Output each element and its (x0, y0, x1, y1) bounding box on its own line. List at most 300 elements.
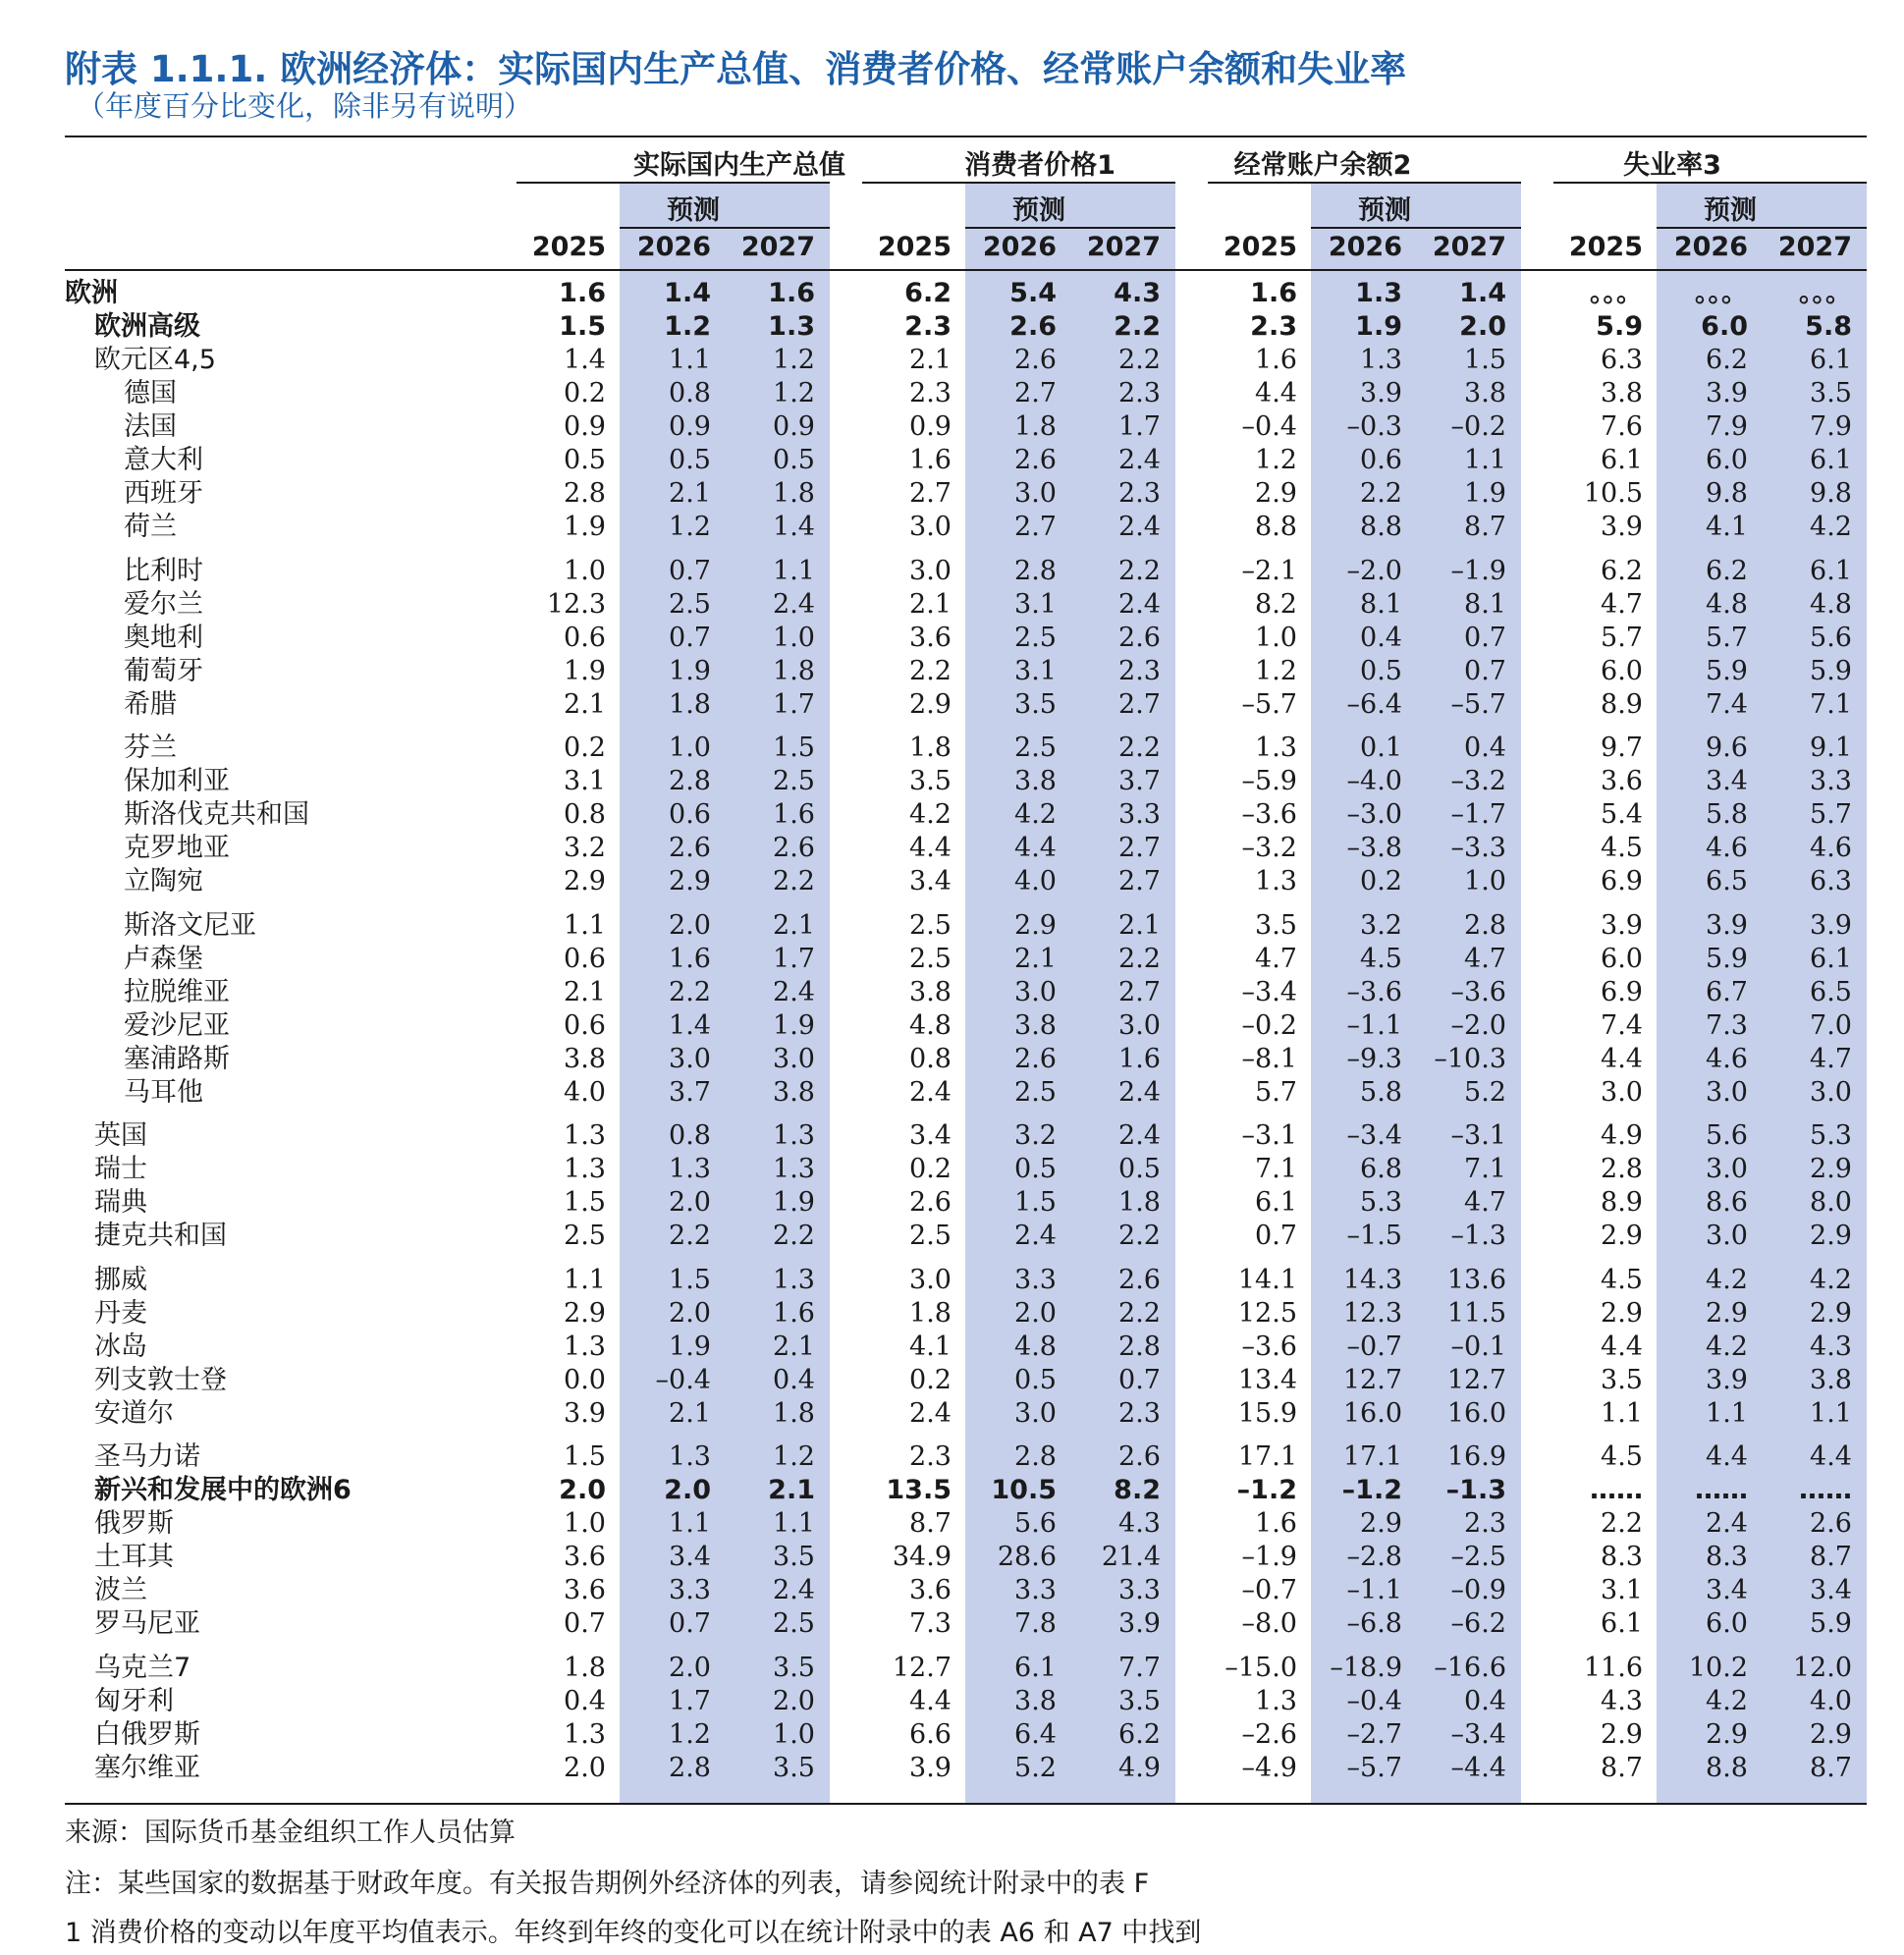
table-cell-ca-2027: –3.6 (1450, 976, 1506, 1007)
table-cell-gdp-2025: 0.2 (564, 733, 606, 763)
table-cell-unemp-2026: 4.8 (1706, 588, 1748, 620)
table-cell-ca-2027: –3.2 (1450, 766, 1506, 796)
table-cell-unemp-2026: 。。。 (1695, 278, 1748, 308)
table-cell-cpi-2026: 3.8 (1014, 1009, 1057, 1041)
table-cell-gdp-2027: 3.5 (773, 1752, 815, 1783)
table-cell-gdp-2026: 2.2 (669, 1221, 711, 1251)
table-cell-gdp-2025: 3.6 (564, 1575, 606, 1605)
table-cell-unemp-2026: 3.0 (1706, 1076, 1748, 1108)
table-cell-gdp-2027: 1.6 (773, 799, 815, 830)
table-cell-ca-2027: –2.0 (1450, 1009, 1506, 1041)
table-cell-gdp-2025: 3.2 (564, 833, 606, 863)
row-label: 芬兰 (124, 733, 177, 763)
table-cell-gdp-2026: 1.4 (669, 1009, 711, 1041)
table-cell-cpi-2027: 2.2 (1118, 733, 1161, 763)
table-cell-gdp-2027: 3.5 (773, 1542, 815, 1572)
table-cell-gdp-2027: 1.5 (773, 733, 815, 763)
table-cell-gdp-2027: 2.4 (773, 588, 815, 620)
table-cell-unemp-2027: 9.8 (1810, 478, 1852, 509)
table-cell-ca-2025: 1.3 (1255, 1685, 1297, 1716)
table-cell-ca-2025: 6.1 (1255, 1187, 1297, 1218)
table-cell-cpi-2027: 2.6 (1118, 1441, 1161, 1472)
table-cell-gdp-2026: 1.8 (669, 688, 711, 720)
table-cell-unemp-2026: 4.1 (1706, 512, 1748, 542)
table-cell-cpi-2027: 2.4 (1118, 1076, 1161, 1108)
table-cell-cpi-2027: 6.2 (1118, 1718, 1161, 1750)
table-cell-cpi-2026: 6.1 (1014, 1652, 1057, 1683)
table-cell-unemp-2025: 6.9 (1601, 866, 1643, 896)
table-cell-unemp-2026: 5.9 (1706, 943, 1748, 974)
table-cell-unemp-2025: 4.4 (1601, 1043, 1643, 1074)
table-cell-ca-2027: –2.5 (1450, 1542, 1506, 1572)
table-cell-ca-2025: 1.3 (1255, 733, 1297, 763)
table-cell-cpi-2027: 2.1 (1118, 909, 1161, 941)
table-cell-cpi-2027: 2.4 (1118, 512, 1161, 542)
table-cell-cpi-2026: 5.6 (1014, 1508, 1057, 1539)
table-title: 附表 1.1.1. 欧洲经济体：实际国内生产总值、消费者价格、经常账户余额和失业率 (65, 48, 1407, 90)
group-header-gdp: 实际国内生产总值 (633, 150, 845, 181)
row-label: 欧洲高级 (94, 311, 200, 342)
table-cell-gdp-2025: 0.7 (564, 1608, 606, 1639)
table-cell-ca-2025: –3.4 (1241, 976, 1297, 1007)
table-cell-gdp-2025: 1.5 (564, 1441, 606, 1472)
table-cell-cpi-2026: 3.0 (1014, 1397, 1057, 1429)
table-cell-gdp-2026: 1.6 (669, 943, 711, 974)
table-cell-cpi-2026: 28.6 (997, 1542, 1057, 1572)
table-cell-ca-2025: 14.1 (1237, 1264, 1297, 1295)
table-cell-ca-2027: 0.4 (1464, 733, 1506, 763)
table-cell-unemp-2025: 6.2 (1601, 555, 1643, 586)
table-cell-ca-2027: –16.6 (1434, 1652, 1506, 1683)
table-cell-gdp-2027: 1.3 (768, 311, 815, 342)
table-cell-ca-2026: –0.7 (1346, 1330, 1402, 1362)
table-cell-ca-2027: 0.7 (1464, 622, 1506, 653)
table-cell-unemp-2027: 5.9 (1810, 1608, 1852, 1639)
table-cell-unemp-2026: 9.8 (1706, 478, 1748, 509)
table-cell-ca-2026: 1.9 (1355, 311, 1402, 342)
row-label: 欧元区4,5 (94, 345, 216, 375)
table-cell-unemp-2027: 6.5 (1810, 976, 1852, 1007)
table-cell-gdp-2027: 1.8 (773, 1397, 815, 1429)
table-cell-gdp-2026: 1.3 (669, 1441, 711, 1472)
table-cell-ca-2026: 2.9 (1360, 1508, 1402, 1539)
year-header-ca-2027: 2027 (1432, 232, 1506, 262)
table-cell-unemp-2026: 3.9 (1706, 909, 1748, 941)
row-label: 土耳其 (94, 1542, 174, 1572)
table-cell-unemp-2027: 2.9 (1810, 1718, 1852, 1750)
table-cell-gdp-2025: 2.0 (564, 1752, 606, 1783)
table-cell-unemp-2027: 3.5 (1810, 378, 1852, 408)
table-cell-ca-2026: 8.8 (1360, 512, 1402, 542)
row-label: 瑞典 (94, 1187, 147, 1218)
table-cell-unemp-2025: 6.9 (1601, 976, 1643, 1007)
table-cell-gdp-2025: 2.8 (564, 478, 606, 509)
table-cell-unemp-2025: 3.9 (1601, 512, 1643, 542)
table-cell-gdp-2026: 2.1 (669, 478, 711, 509)
row-label: 圣马力诺 (94, 1441, 200, 1472)
row-label: 捷克共和国 (94, 1221, 227, 1251)
row-label: 克罗地亚 (124, 833, 230, 863)
table-cell-unemp-2026: 5.7 (1706, 622, 1748, 653)
table-cell-ca-2025: 5.7 (1255, 1076, 1297, 1108)
table-cell-gdp-2026: 3.3 (669, 1575, 711, 1605)
table-cell-unemp-2026: 4.6 (1706, 1043, 1748, 1074)
table-cell-cpi-2027: 2.6 (1118, 1264, 1161, 1295)
table-cell-unemp-2027: 5.7 (1810, 799, 1852, 830)
table-cell-cpi-2025: 34.9 (892, 1542, 952, 1572)
table-cell-gdp-2026: 1.1 (669, 1508, 711, 1539)
table-cell-cpi-2027: 2.3 (1118, 655, 1161, 686)
row-label: 斯洛文尼亚 (124, 909, 256, 941)
table-cell-unemp-2026: 3.4 (1706, 1575, 1748, 1605)
table-cell-gdp-2026: 3.4 (669, 1542, 711, 1572)
row-label: 匈牙利 (94, 1685, 174, 1716)
table-cell-gdp-2027: 2.1 (773, 1330, 815, 1362)
table-cell-gdp-2026: 2.0 (669, 1297, 711, 1329)
row-label: 斯洛伐克共和国 (124, 799, 309, 830)
table-cell-ca-2026: –3.4 (1346, 1120, 1402, 1151)
row-label: 比利时 (124, 555, 203, 586)
table-cell-gdp-2025: 1.0 (564, 1508, 606, 1539)
table-cell-unemp-2025: 7.6 (1601, 411, 1643, 442)
table-cell-ca-2027: 16.0 (1446, 1397, 1506, 1429)
table-cell-gdp-2025: 3.1 (564, 766, 606, 796)
table-cell-ca-2027: –5.7 (1450, 688, 1506, 720)
table-cell-ca-2026: –9.3 (1346, 1043, 1402, 1074)
table-cell-ca-2025: –5.7 (1241, 688, 1297, 720)
table-cell-gdp-2025: 0.8 (564, 799, 606, 830)
table-cell-unemp-2025: 5.4 (1601, 799, 1643, 830)
table-cell-cpi-2025: 2.5 (909, 909, 952, 941)
table-cell-ca-2027: 8.7 (1464, 512, 1506, 542)
table-cell-gdp-2026: 0.7 (669, 1608, 711, 1639)
table-cell-ca-2027: 1.4 (1459, 278, 1506, 308)
table-cell-ca-2025: 15.9 (1237, 1397, 1297, 1429)
table-cell-cpi-2025: 4.8 (909, 1009, 952, 1041)
table-cell-unemp-2026: 7.3 (1706, 1009, 1748, 1041)
table-cell-gdp-2026: 1.9 (669, 655, 711, 686)
table-cell-unemp-2026: 7.4 (1706, 688, 1748, 720)
row-label: 冰岛 (94, 1330, 147, 1362)
table-cell-cpi-2026: 2.1 (1014, 943, 1057, 974)
table-cell-cpi-2025: 3.4 (909, 866, 952, 896)
table-cell-cpi-2025: 2.9 (909, 688, 952, 720)
table-cell-gdp-2027: 2.1 (768, 1475, 815, 1505)
year-header-cpi-2025: 2025 (877, 232, 952, 262)
table-cell-unemp-2027: …… (1799, 1475, 1852, 1505)
table-cell-cpi-2026: 0.5 (1014, 1364, 1057, 1395)
row-label: 波兰 (94, 1575, 147, 1605)
table-cell-ca-2026: 1.3 (1360, 345, 1402, 375)
table-cell-cpi-2025: 2.5 (909, 943, 952, 974)
table-cell-ca-2027: 16.9 (1446, 1441, 1506, 1472)
table-cell-ca-2026: –2.0 (1346, 555, 1402, 586)
table-cell-cpi-2025: 3.4 (909, 1120, 952, 1151)
table-cell-ca-2027: –3.4 (1450, 1718, 1506, 1750)
table-cell-gdp-2025: 0.0 (564, 1364, 606, 1395)
table-cell-gdp-2027: 1.0 (773, 1718, 815, 1750)
table-cell-cpi-2026: 2.8 (1014, 1441, 1057, 1472)
table-cell-unemp-2027: 7.1 (1810, 688, 1852, 720)
forecast-label-ca: 预测 (1358, 195, 1411, 226)
table-cell-cpi-2026: 4.0 (1014, 866, 1057, 896)
table-cell-ca-2026: –0.3 (1346, 411, 1402, 442)
table-cell-cpi-2027: 3.9 (1118, 1608, 1161, 1639)
table-cell-ca-2026: –2.8 (1346, 1542, 1402, 1572)
table-cell-gdp-2025: 1.5 (559, 311, 606, 342)
table-cell-ca-2026: –6.8 (1346, 1608, 1402, 1639)
table-cell-gdp-2026: 0.7 (669, 622, 711, 653)
table-cell-ca-2025: 17.1 (1237, 1441, 1297, 1472)
table-cell-cpi-2026: 3.2 (1014, 1120, 1057, 1151)
table-cell-gdp-2026: 1.1 (669, 345, 711, 375)
table-cell-ca-2027: –6.2 (1450, 1608, 1506, 1639)
table-cell-gdp-2025: 4.0 (564, 1076, 606, 1108)
table-cell-gdp-2025: 3.8 (564, 1043, 606, 1074)
table-cell-cpi-2025: 3.0 (909, 555, 952, 586)
table-cell-ca-2027: 2.8 (1464, 909, 1506, 941)
table-cell-cpi-2025: 1.6 (909, 445, 952, 475)
table-cell-cpi-2025: 2.3 (909, 1441, 952, 1472)
table-cell-unemp-2025: 8.9 (1601, 688, 1643, 720)
table-cell-cpi-2027: 2.7 (1118, 866, 1161, 896)
table-cell-gdp-2026: 0.7 (669, 555, 711, 586)
table-cell-gdp-2027: 1.2 (773, 1441, 815, 1472)
table-cell-ca-2026: 5.8 (1360, 1076, 1402, 1108)
table-cell-gdp-2026: 1.2 (669, 512, 711, 542)
table-cell-ca-2027: –0.2 (1450, 411, 1506, 442)
table-cell-unemp-2025: 6.3 (1601, 345, 1643, 375)
table-cell-gdp-2025: 0.6 (564, 622, 606, 653)
table-cell-cpi-2027: 0.5 (1118, 1154, 1161, 1184)
table-cell-gdp-2027: 2.5 (773, 766, 815, 796)
table-cell-ca-2026: –1.5 (1346, 1221, 1402, 1251)
table-cell-cpi-2026: 2.6 (1014, 1043, 1057, 1074)
row-label: 乌克兰7 (94, 1652, 191, 1683)
group-header-ca: 经常账户余额2 (1233, 150, 1412, 181)
table-cell-cpi-2026: 6.4 (1014, 1718, 1057, 1750)
table-cell-gdp-2027: 1.2 (773, 378, 815, 408)
table-cell-ca-2027: –1.3 (1450, 1221, 1506, 1251)
table-cell-unemp-2025: 3.0 (1601, 1076, 1643, 1108)
table-cell-unemp-2025: 3.8 (1601, 378, 1643, 408)
table-cell-unemp-2027: 5.3 (1810, 1120, 1852, 1151)
table-cell-cpi-2027: 4.3 (1114, 278, 1161, 308)
table-cell-gdp-2027: 2.4 (773, 976, 815, 1007)
table-cell-gdp-2025: 0.6 (564, 1009, 606, 1041)
table-cell-unemp-2026: 8.6 (1706, 1187, 1748, 1218)
table-cell-unemp-2026: 6.0 (1706, 445, 1748, 475)
table-cell-unemp-2026: …… (1695, 1475, 1748, 1505)
table-cell-cpi-2027: 2.4 (1118, 588, 1161, 620)
table-cell-ca-2027: –10.3 (1434, 1043, 1506, 1074)
table-cell-unemp-2025: 10.5 (1583, 478, 1643, 509)
table-cell-unemp-2027: 6.1 (1810, 345, 1852, 375)
table-cell-ca-2026: 3.2 (1360, 909, 1402, 941)
table-cell-ca-2025: –8.0 (1241, 1608, 1297, 1639)
table-cell-cpi-2026: 2.9 (1014, 909, 1057, 941)
table-cell-gdp-2027: 1.1 (773, 555, 815, 586)
table-cell-ca-2026: –3.8 (1346, 833, 1402, 863)
table-cell-unemp-2027: 3.8 (1810, 1364, 1852, 1395)
table-cell-unemp-2026: 4.2 (1706, 1685, 1748, 1716)
table-cell-cpi-2025: 1.8 (909, 1297, 952, 1329)
table-cell-ca-2025: 7.1 (1255, 1154, 1297, 1184)
table-cell-gdp-2025: 3.6 (564, 1542, 606, 1572)
table-cell-unemp-2027: 1.1 (1810, 1397, 1852, 1429)
table-cell-ca-2025: –2.1 (1241, 555, 1297, 586)
table-cell-unemp-2025: 。。。 (1590, 278, 1643, 308)
table-cell-gdp-2027: 3.0 (773, 1043, 815, 1074)
table-cell-cpi-2026: 2.7 (1014, 378, 1057, 408)
table-cell-unemp-2027: 6.1 (1810, 445, 1852, 475)
table-cell-unemp-2027: 2.9 (1810, 1154, 1852, 1184)
table-cell-cpi-2026: 0.5 (1014, 1154, 1057, 1184)
table-cell-cpi-2025: 2.6 (909, 1187, 952, 1218)
table-cell-unemp-2027: 4.6 (1810, 833, 1852, 863)
row-label: 保加利亚 (124, 766, 230, 796)
table-cell-cpi-2027: 2.2 (1118, 555, 1161, 586)
table-cell-cpi-2025: 6.6 (909, 1718, 952, 1750)
table-cell-unemp-2025: …… (1590, 1475, 1643, 1505)
table-cell-cpi-2026: 4.8 (1014, 1330, 1057, 1362)
table-subtitle: （年度百分比变化，除非另有说明） (77, 89, 533, 123)
table-cell-unemp-2027: 6.1 (1810, 555, 1852, 586)
table-cell-ca-2026: 2.2 (1360, 478, 1402, 509)
row-label: 马耳他 (124, 1076, 203, 1108)
table-cell-cpi-2027: 0.7 (1118, 1364, 1161, 1395)
table-cell-gdp-2026: 1.9 (669, 1330, 711, 1362)
table-cell-gdp-2026: 1.3 (669, 1154, 711, 1184)
table-cell-cpi-2025: 3.9 (909, 1752, 952, 1783)
table-cell-gdp-2025: 1.1 (564, 909, 606, 941)
table-cell-ca-2027: 1.9 (1464, 478, 1506, 509)
table-cell-unemp-2025: 4.5 (1601, 1264, 1643, 1295)
table-cell-ca-2025: –3.1 (1241, 1120, 1297, 1151)
table-cell-unemp-2027: 3.0 (1810, 1076, 1852, 1108)
table-cell-ca-2026: 0.1 (1360, 733, 1402, 763)
table-cell-gdp-2025: 0.2 (564, 378, 606, 408)
table-cell-unemp-2025: 6.0 (1601, 943, 1643, 974)
table-cell-cpi-2027: 2.4 (1118, 1120, 1161, 1151)
table-cell-cpi-2027: 3.5 (1118, 1685, 1161, 1716)
table-cell-gdp-2026: –0.4 (655, 1364, 711, 1395)
table-cell-unemp-2025: 8.3 (1601, 1542, 1643, 1572)
table-cell-ca-2025: 0.7 (1255, 1221, 1297, 1251)
table-cell-gdp-2026: 2.9 (669, 866, 711, 896)
table-cell-gdp-2027: 0.9 (773, 411, 815, 442)
table-cell-ca-2027: –1.7 (1450, 799, 1506, 830)
table-cell-gdp-2026: 1.4 (664, 278, 711, 308)
table-cell-unemp-2025: 4.5 (1601, 1441, 1643, 1472)
bottom-rule (65, 1803, 1867, 1805)
table-cell-gdp-2027: 1.7 (773, 943, 815, 974)
table-cell-cpi-2027: 8.2 (1114, 1475, 1161, 1505)
table-cell-ca-2027: 11.5 (1446, 1297, 1506, 1329)
table-cell-cpi-2025: 12.7 (892, 1652, 952, 1683)
table-cell-gdp-2025: 2.1 (564, 976, 606, 1007)
table-cell-unemp-2025: 3.9 (1601, 909, 1643, 941)
table-cell-cpi-2025: 8.7 (909, 1508, 952, 1539)
table-cell-cpi-2026: 2.7 (1014, 512, 1057, 542)
table-cell-cpi-2026: 3.3 (1014, 1264, 1057, 1295)
table-cell-gdp-2027: 1.9 (773, 1009, 815, 1041)
table-cell-unemp-2025: 4.4 (1601, 1330, 1643, 1362)
table-cell-gdp-2026: 0.5 (669, 445, 711, 475)
table-cell-cpi-2025: 3.0 (909, 512, 952, 542)
table-cell-cpi-2025: 2.4 (909, 1076, 952, 1108)
row-label: 爱尔兰 (124, 588, 203, 620)
table-cell-gdp-2025: 1.5 (564, 1187, 606, 1218)
year-header-unemp-2025: 2025 (1568, 232, 1643, 262)
table-cell-ca-2025: –0.2 (1241, 1009, 1297, 1041)
table-cell-cpi-2026: 3.0 (1014, 976, 1057, 1007)
table-cell-ca-2027: 0.4 (1464, 1685, 1506, 1716)
table-cell-ca-2027: 2.0 (1459, 311, 1506, 342)
table-cell-cpi-2026: 1.8 (1014, 411, 1057, 442)
table-cell-gdp-2025: 3.9 (564, 1397, 606, 1429)
table-cell-cpi-2027: 2.2 (1118, 345, 1161, 375)
table-cell-cpi-2026: 2.8 (1014, 555, 1057, 586)
table-cell-unemp-2026: 6.2 (1706, 555, 1748, 586)
table-cell-cpi-2026: 2.6 (1009, 311, 1057, 342)
table-cell-unemp-2026: 5.6 (1706, 1120, 1748, 1151)
table-cell-ca-2027: –3.1 (1450, 1120, 1506, 1151)
table-cell-cpi-2025: 2.1 (909, 345, 952, 375)
table-cell-unemp-2027: 4.7 (1810, 1043, 1852, 1074)
table-cell-cpi-2025: 3.5 (909, 766, 952, 796)
table-cell-ca-2025: –1.2 (1236, 1475, 1297, 1505)
table-cell-gdp-2026: 2.6 (669, 833, 711, 863)
table-cell-unemp-2026: 7.9 (1706, 411, 1748, 442)
table-cell-cpi-2026: 3.1 (1014, 655, 1057, 686)
table-cell-ca-2026: –0.4 (1346, 1685, 1402, 1716)
table-cell-unemp-2027: 2.9 (1810, 1297, 1852, 1329)
year-header-unemp-2026: 2026 (1673, 232, 1748, 262)
table-cell-cpi-2027: 1.8 (1118, 1187, 1161, 1218)
general-note: 注：某些国家的数据基于财政年度。有关报告期例外经济体的列表，请参阅统计附录中的表 F (65, 1869, 1150, 1899)
table-cell-ca-2026: –3.0 (1346, 799, 1402, 830)
table-cell-cpi-2025: 0.2 (909, 1364, 952, 1395)
row-label: 挪威 (94, 1264, 147, 1295)
table-cell-gdp-2027: 1.3 (773, 1120, 815, 1151)
row-label: 安道尔 (94, 1397, 174, 1429)
group-header-cpi: 消费者价格1 (964, 150, 1115, 181)
table-cell-unemp-2026: 6.0 (1701, 311, 1748, 342)
row-label: 白俄罗斯 (94, 1718, 200, 1750)
table-cell-cpi-2026: 3.8 (1014, 1685, 1057, 1716)
table-cell-unemp-2027: 12.0 (1792, 1652, 1852, 1683)
table-cell-unemp-2027: 4.4 (1810, 1441, 1852, 1472)
table-cell-unemp-2025: 11.6 (1583, 1652, 1643, 1683)
table-cell-ca-2025: –1.9 (1241, 1542, 1297, 1572)
table-cell-gdp-2027: 0.4 (773, 1364, 815, 1395)
table-cell-gdp-2027: 1.6 (768, 278, 815, 308)
table-cell-unemp-2027: 9.1 (1810, 733, 1852, 763)
table-cell-cpi-2025: 2.3 (904, 311, 952, 342)
table-cell-unemp-2025: 2.9 (1601, 1718, 1643, 1750)
table-cell-unemp-2026: 3.4 (1706, 766, 1748, 796)
table-cell-ca-2025: 3.5 (1255, 909, 1297, 941)
table-cell-unemp-2027: 4.2 (1810, 1264, 1852, 1295)
table-cell-cpi-2026: 2.4 (1014, 1221, 1057, 1251)
table-cell-gdp-2025: 1.9 (564, 655, 606, 686)
table-cell-unemp-2027: 7.0 (1810, 1009, 1852, 1041)
table-cell-ca-2025: 1.6 (1250, 278, 1297, 308)
table-cell-unemp-2025: 1.1 (1601, 1397, 1643, 1429)
table-cell-cpi-2027: 7.7 (1118, 1652, 1161, 1683)
table-cell-gdp-2025: 1.1 (564, 1264, 606, 1295)
